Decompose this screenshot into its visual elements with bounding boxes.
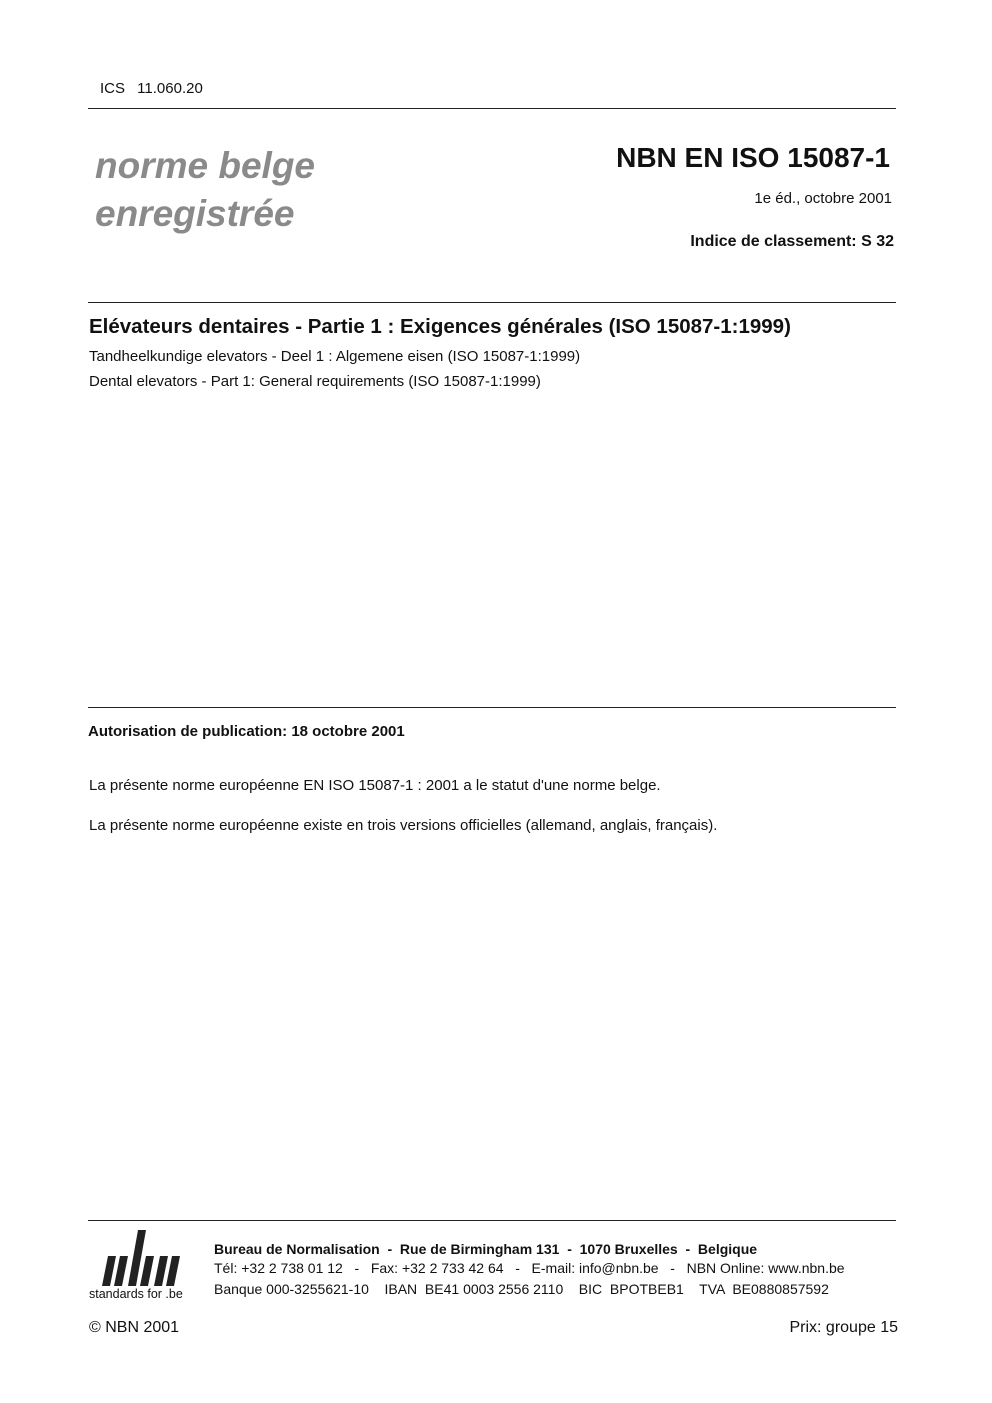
status-paragraph: La présente norme européenne EN ISO 15087-1 : 2001 a le statut d'une norme belge. — [89, 777, 661, 794]
price-group: Prix: groupe 15 — [789, 1319, 898, 1336]
title-french: Elévateurs dentaires - Partie 1 : Exigences générales (ISO 15087-1:1999) — [89, 315, 791, 338]
header-rule — [88, 108, 896, 109]
contact-line: Tél: +32 2 738 01 12 - Fax: +32 2 733 42 64 - E-mail: info@nbn.be - NBN Online: www.nbn.be — [214, 1260, 845, 1276]
classification-index: Indice de classement: S 32 — [690, 233, 894, 250]
brand-title — [95, 142, 315, 238]
edition: 1e éd., octobre 2001 — [754, 190, 892, 207]
logo-tagline: standards for .be — [89, 1287, 183, 1301]
brand-line-2: enregistrée — [95, 193, 295, 234]
publication-authorisation: Autorisation de publication: 18 octobre 2001 — [88, 723, 405, 740]
brand-line-1: norme belge — [95, 145, 315, 186]
footer-rule — [88, 1220, 896, 1221]
title-dutch: Tandheelkundige elevators - Deel 1 : Algemene eisen (ISO 15087-1:1999) — [89, 348, 581, 365]
ics-code: ICS 11.060.20 — [100, 80, 203, 97]
title-rule — [88, 302, 896, 303]
publication-rule — [88, 707, 896, 708]
title-english: Dental elevators - Part 1: General requirements (ISO 15087-1:1999) — [89, 373, 541, 390]
address-line: Bureau de Normalisation - Rue de Birmingham 131 - 1070 Bruxelles - Belgique — [214, 1241, 758, 1257]
copyright: © NBN 2001 — [89, 1319, 180, 1336]
standard-number: NBN EN ISO 15087-1 — [616, 142, 890, 173]
bank-line: Banque 000-3255621-10 IBAN BE41 0003 2556 2110 BIC BPOTBEB1 TVA BE0880857592 — [214, 1281, 829, 1297]
versions-paragraph: La présente norme européenne existe en trois versions officielles (allemand, anglais, français). — [89, 817, 718, 834]
